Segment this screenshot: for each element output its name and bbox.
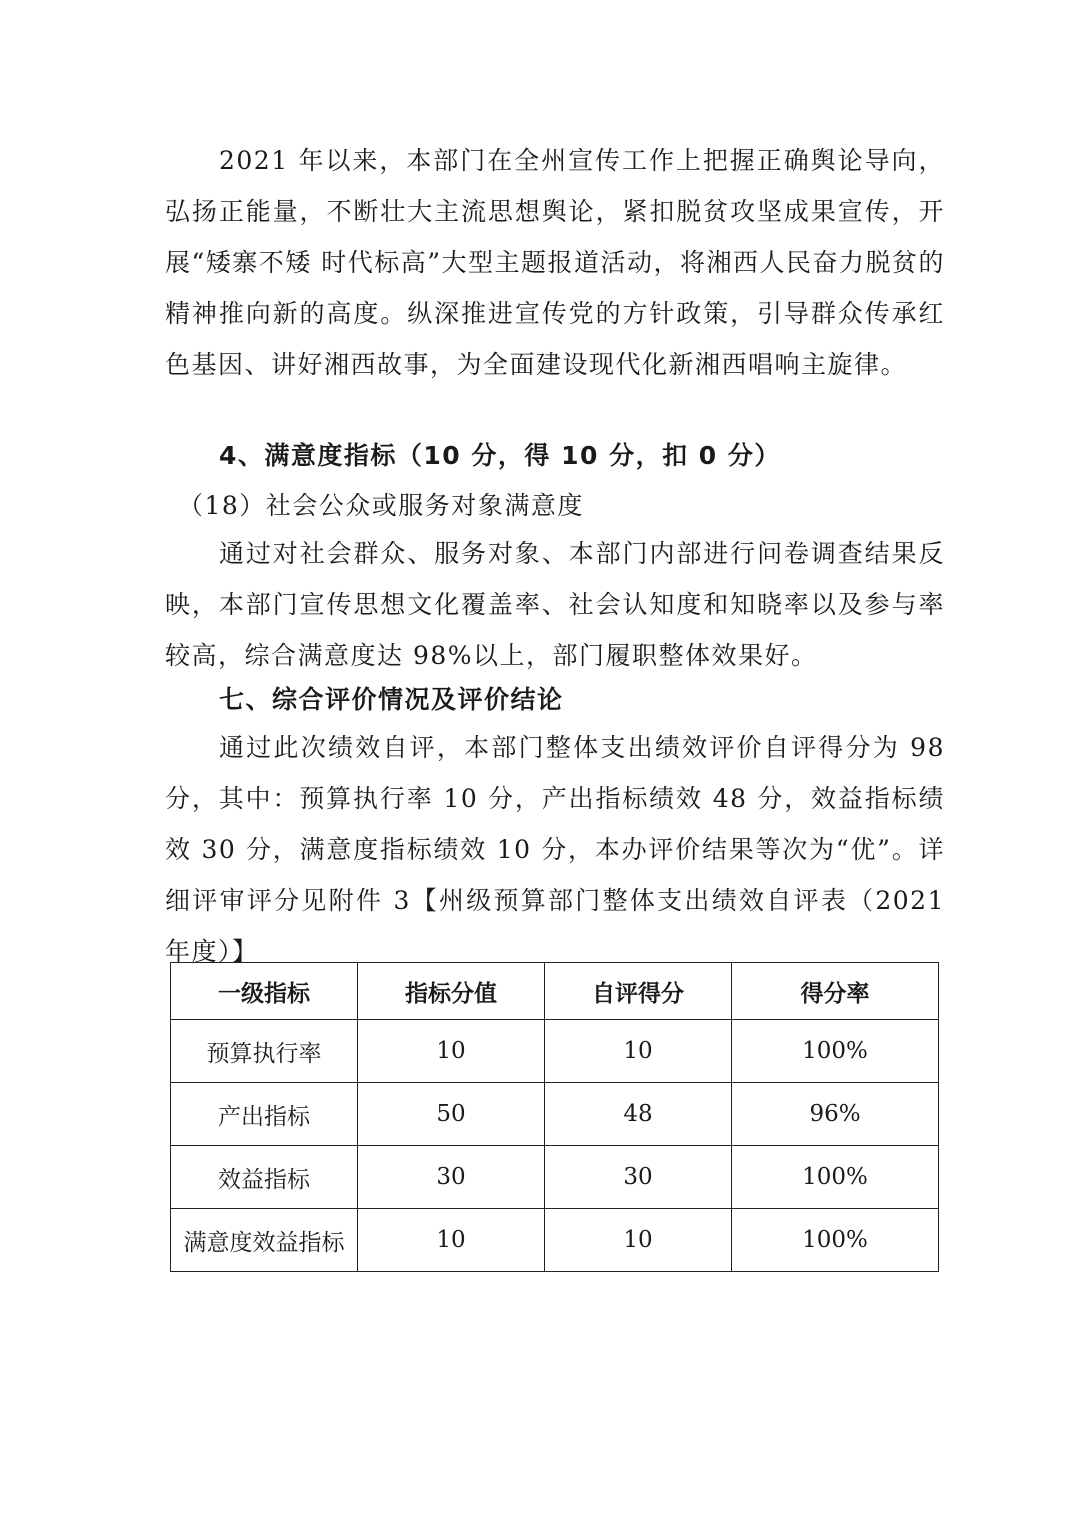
table-row	[171, 1146, 939, 1209]
table-cell: 100%	[732, 1146, 939, 1209]
table-header-row	[171, 963, 939, 1020]
score-table	[170, 962, 939, 1272]
table-cell: 10	[545, 1209, 732, 1272]
header-cell: 指标分值	[358, 963, 545, 1020]
table-cell: 30	[358, 1146, 545, 1209]
header-cell: 一级指标	[171, 963, 358, 1020]
table-cell: 10	[358, 1020, 545, 1083]
table-row	[171, 1083, 939, 1146]
table-cell: 100%	[732, 1020, 939, 1083]
paragraph-survey-results: 通过对社会群众、服务对象、本部门内部进行问卷调查结果反映，本部门宣传思想文化覆盖率、社会认知度和知晓率以及参与率较高，综合满意度达 98%以上，部门履职整体效果好。	[165, 539, 945, 670]
header-cell: 得分率	[732, 963, 939, 1020]
header-cell: 自评得分	[545, 963, 732, 1020]
heading-satisfaction-indicator: 4、满意度指标（10 分，得 10 分，扣 0 分）	[219, 441, 781, 470]
subheading-public-satisfaction: （18）社会公众或服务对象满意度	[178, 491, 584, 520]
table-cell: 50	[358, 1083, 545, 1146]
table-cell: 30	[545, 1146, 732, 1209]
table-cell: 效益指标	[171, 1146, 358, 1209]
table-cell: 满意度效益指标	[171, 1209, 358, 1272]
table-cell: 预算执行率	[171, 1020, 358, 1083]
paragraph-publicity-work: 2021 年以来，本部门在全州宣传工作上把握正确舆论导向，弘扬正能量，不断壮大主流思想舆论，紧扣脱贫攻坚成果宣传，开展“矮寨不矮 时代标高”大型主题报道活动，将湘西人民奋力脱贫的精神推向新的高度。纵深推进宣传党的方针政策，引导群众传承红色基因、讲好湘西故事，为全面建设现代化新湘西唱响主旋律。	[165, 146, 946, 379]
table-row	[171, 1020, 939, 1083]
table-cell: 100%	[732, 1209, 939, 1272]
heading-comprehensive-evaluation: 七、综合评价情况及评价结论	[219, 685, 564, 714]
table-cell: 10	[545, 1020, 732, 1083]
table-cell: 48	[545, 1083, 732, 1146]
table-cell: 96%	[732, 1083, 939, 1146]
table-cell: 产出指标	[171, 1083, 358, 1146]
paragraph-evaluation-conclusion: 通过此次绩效自评，本部门整体支出绩效评价自评得分为 98 分，其中：预算执行率 10 分，产出指标绩效 48 分，效益指标绩效 30 分，满意度指标绩效 10 分，本办评价结果等次为“优”。详细评审评分见附件 3【州级预算部门整体支出绩效自评表（2021 年度）】	[165, 733, 945, 966]
table-cell: 10	[358, 1209, 545, 1272]
table-row	[171, 1209, 939, 1272]
